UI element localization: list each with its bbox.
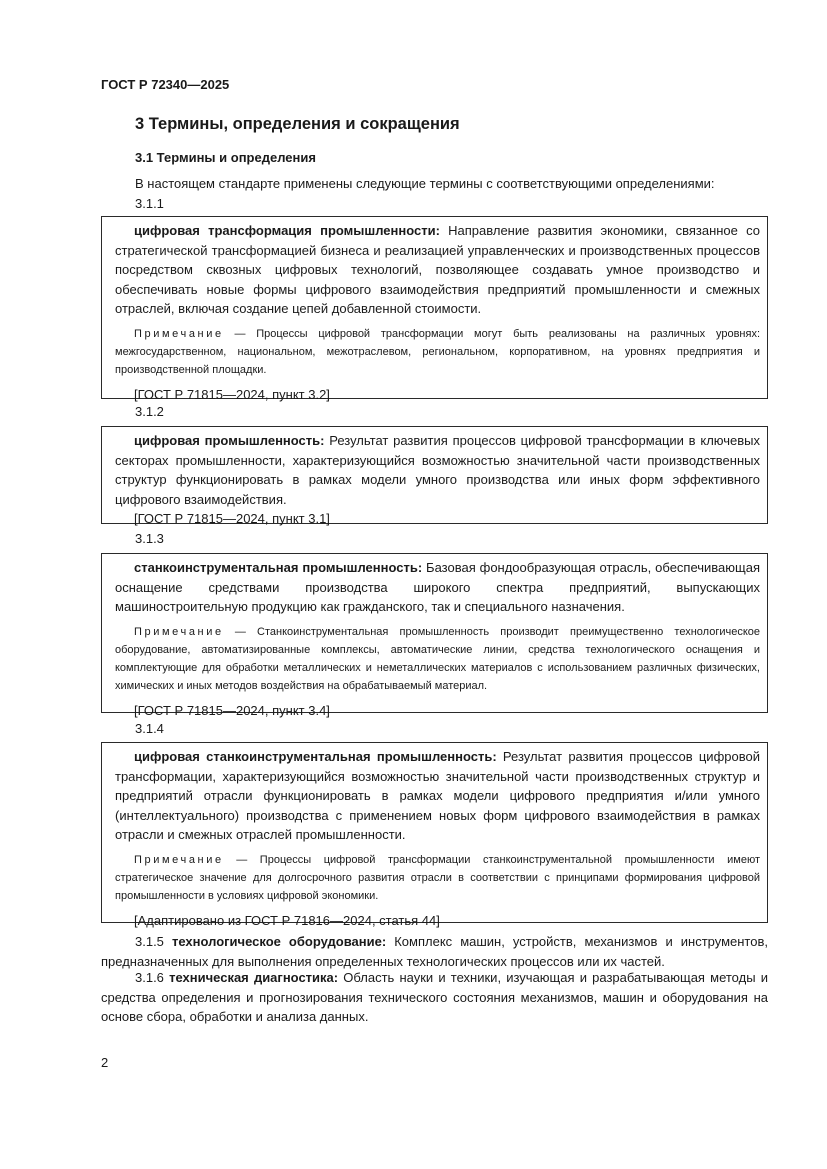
definition-text: Результат развития процессов цифровой трансформации, характеризующийся возможностью значительной части производственных структур и предприятий отрасли функционировать в рамках модели цифрового предприятия и/или умного (интеллектуального) производства с применением новых форм цифрового взаимодействия в рамках отрасли и смежных отраслей промышленности.: [115, 749, 760, 842]
term-note: [115, 851, 760, 905]
term-paragraph: [101, 968, 768, 1027]
note-text: — Станкоинструментальная промышленность производит преимущественно технологическое оборудование, автоматизированные комплексы, автоматические линии, средства технологического оснащения и комплектующие для обработки металлических и неметаллических материалов с использованием различных физических, химических и иных методов воздействия на обрабатываемый материал.: [115, 625, 760, 692]
note-text: — Процессы цифровой трансформации станкоинструментальной промышленности имеют стратегическое значение для долгосрочного развития отрасли в соответствии с принципами формирования цифровой промышленности в условиях цифровой экономики.: [115, 853, 760, 902]
page-number: 2: [101, 1055, 109, 1070]
term-definition: [115, 558, 760, 617]
definition-text: Комплекс машин, устройств, механизмов и инструментов, предназначенных для выполнения определенных технологических процессов или их частей.: [101, 934, 768, 969]
term-name: техническая диагностика:: [169, 970, 339, 985]
document-header: ГОСТ Р 72340—2025: [101, 77, 230, 92]
term-box: [101, 742, 768, 928]
term-source: [Адаптировано из ГОСТ Р 71816—2024, статья 44]: [134, 912, 440, 928]
term-paragraph: [101, 932, 768, 971]
definition-text: Направление развития экономики, связанное со стратегической трансформацией бизнеса и реализацией управленческих и производственных процессов посредством сквозных цифровых технологий, позволяющее создавать умное производство и обеспечивать новые формы цифрового взаимодействия предприятий промышленности и смежных отраслей, включая создание цепей добавленной стоимости.: [115, 223, 760, 316]
note-label: Примечание: [134, 853, 224, 866]
note-label: Примечание: [134, 625, 224, 638]
term-definition: [115, 431, 760, 509]
term-box: [101, 426, 768, 524]
note-text: — Процессы цифровой трансформации могут быть реализованы на различных уровнях: межгосударственном, национальном, межотраслевом, региональном, корпоративном, на уровнях предприятия и производственной площадки.: [115, 327, 760, 376]
term-number: 3.1.1: [135, 196, 164, 211]
term-source: [ГОСТ Р 71815—2024, пункт 3.4]: [134, 702, 330, 718]
section-title: 3 Термины, определения и сокращения: [135, 115, 460, 133]
term-source: [ГОСТ Р 71815—2024, пункт 3.2]: [134, 386, 330, 402]
term-name: цифровая трансформация промышленности:: [134, 223, 440, 238]
term-definition: [115, 747, 760, 845]
term-number: 3.1.3: [135, 531, 164, 546]
term-name: станкоинструментальная промышленность:: [134, 560, 423, 575]
intro-text: В настоящем стандарте применены следующие термины с соответствующими определениями:: [135, 176, 715, 191]
term-name: цифровая промышленность:: [134, 433, 325, 448]
definition-text: Результат развития процессов цифровой трансформации в ключевых секторах промышленности, характеризующийся возможностью значительной части производственных структур функционировать в рамках модели умного производства или иных форм эффективного цифрового взаимодействия.: [115, 433, 760, 507]
term-definition: [115, 221, 760, 319]
definition-text: Область науки и техники, изучающая и разрабатывающая методы и средства определения и прогнозирования технического состояния механизмов, машин и оборудования на основе сбора, обработки и анализа данных.: [101, 970, 768, 1024]
note-label: Примечание: [134, 327, 224, 340]
term-number: 3.1.2: [135, 404, 164, 419]
term-source: [ГОСТ Р 71815—2024, пункт 3.1]: [134, 511, 330, 526]
term-number: 3.1.4: [135, 721, 164, 736]
definition-text: Базовая фондообразующая отрасль, обеспечивающая оснащение средствами производства широкого спектра предприятий, выпускающих машиностроительную продукцию как гражданского, так и специального назначения.: [115, 560, 760, 614]
term-box: [101, 553, 768, 718]
subsection-title: 3.1 Термины и определения: [135, 150, 316, 165]
term-number: 3.1.6: [135, 970, 164, 985]
term-name: цифровая станкоинструментальная промышленность:: [134, 749, 497, 764]
term-note: [115, 325, 760, 379]
term-number: 3.1.5: [135, 934, 164, 949]
term-note: [115, 623, 760, 695]
term-name: технологическое оборудование:: [171, 934, 387, 949]
term-box: [101, 216, 768, 402]
